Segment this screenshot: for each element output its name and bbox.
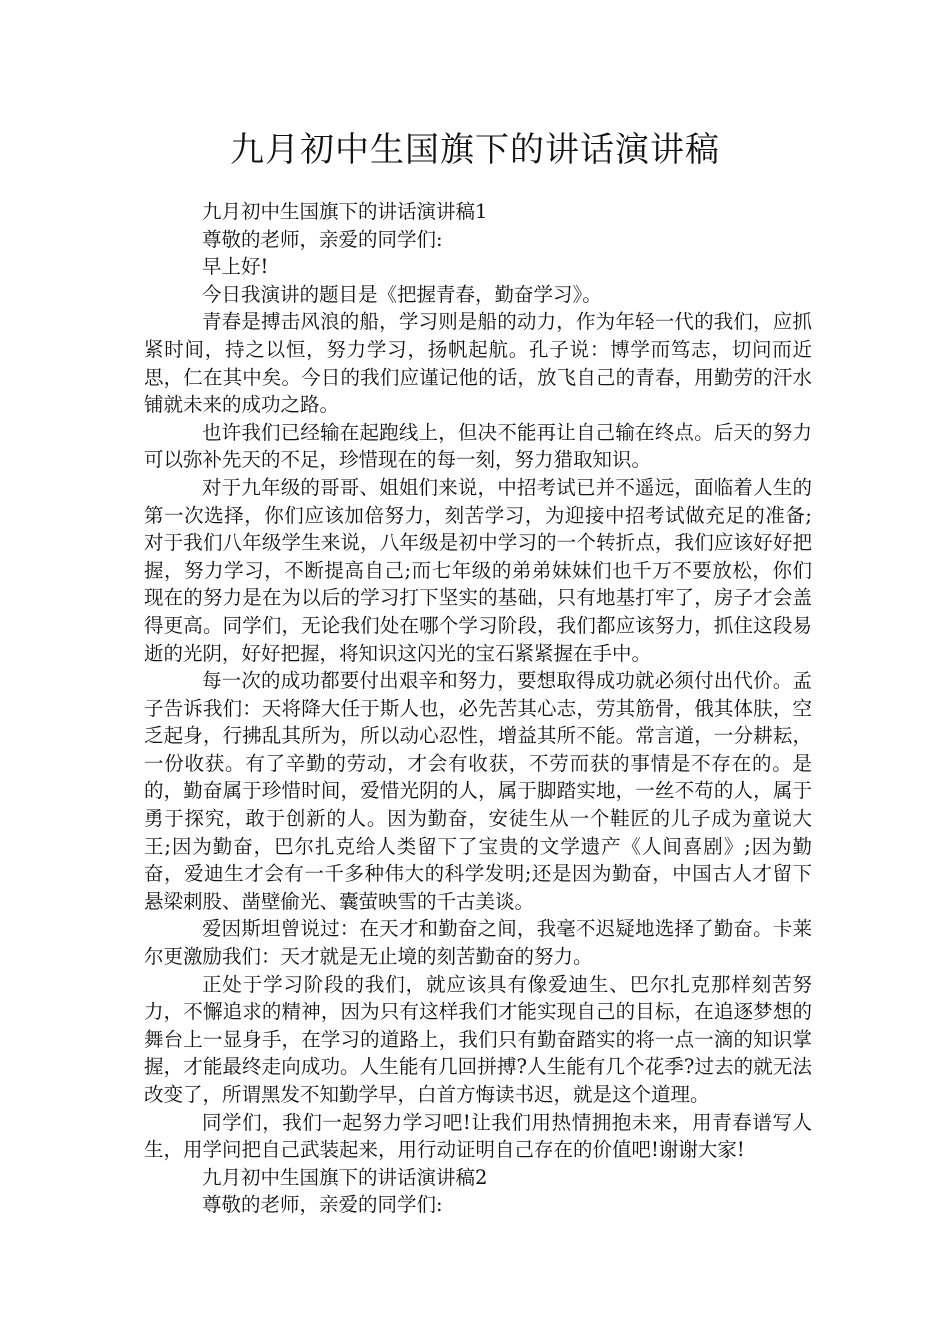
speech-heading-1: 九月初中生国旗下的讲话演讲稿1 (202, 200, 488, 223)
salutation: 尊敬的老师，亲爱的同学们: (202, 1193, 443, 1217)
speech-topic: 今日我演讲的题目是《把握青春，勤奋学习》。 (202, 282, 602, 306)
paragraph: 也许我们已经输在起跑线上，但决不能再让自己输在终点。后天的努力可以弥补先天的不足，珍惜现在的每一刻，努力猎取知识。 (144, 420, 812, 472)
document-title: 九月初中生国旗下的讲话演讲稿 (230, 130, 720, 170)
paragraph: 爱因斯坦曾说过：在天才和勤奋之间，我毫不迟疑地选择了勤奋。卡莱尔更激励我们：天才就是无止境的刻苦勤奋的努力。 (144, 917, 812, 969)
paragraph: 青春是搏击风浪的船，学习则是船的动力，作为年轻一代的我们，应抓紧时间，持之以恒，努力学习，扬帆起航。孔子说：博学而笃志，切问而近思，仁在其中矣。今日的我们应谨记他的话，放飞自己的青春，用勤劳的汗水铺就未来的成功之路。 (144, 310, 812, 417)
paragraph: 每一次的成功都要付出艰辛和努力，要想取得成功就必须付出代价。孟子告诉我们：天将降大任于斯人也，必先苦其心志，劳其筋骨，俄其体肤，空乏起身，行拂乱其所为，所以动心忍性，增益其所不能。常言道，一分耕耘，一份收获。有了辛勤的劳动，才会有收获，不劳而获的事情是不存在的。是的，勤奋属于珍惜时间，爱惜光阴的人，属于脚踏实地，一丝不苟的人，属于勇于探究，敢于创新的人。因为勤奋，安徒生从一个鞋匠的儿子成为童说大王;因为勤奋，巴尔扎克给人类留下了宝贵的文学遗产《人间喜剧》;因为勤奋，爱迪生才会有一千多种伟大的科学发明;还是因为勤奋，中国古人才留下悬梁刺股、凿壁偷光、囊萤映雪的千古美谈。 (144, 669, 812, 913)
document-body (144, 198, 812, 1219)
speech-heading-2: 九月初中生国旗下的讲话演讲稿2 (202, 1165, 488, 1189)
salutation: 尊敬的老师，亲爱的同学们: (202, 227, 443, 251)
paragraph: 正处于学习阶段的我们，就应该具有像爱迪生、巴尔扎克那样刻苦努力，不懈追求的精神，因为只有这样我们才能实现自己的目标，在追逐梦想的舞台上一显身手，在学习的道路上，我们只有勤奋踏实的将一点一滴的知识掌握，才能最终走向成功。人生能有几回拼搏?人生能有几个花季?过去的就无法改变了，所谓黑发不知勤学早，白首方悔读书迟，就是这个道理。 (144, 972, 812, 1106)
greeting: 早上好! (202, 255, 269, 279)
paragraph: 对于九年级的哥哥、姐姐们来说，中招考试已并不遥远，面临着人生的第一次选择，你们应该加倍努力，刻苦学习，为迎接中招考试做充足的准备;对于我们八年级学生来说，八年级是初中学习的一个转折点，我们应该好好把握，努力学习，不断提高自己;而七年级的弟弟妹妹们也千万不要放松，你们现在的努力是在为以后的学习打下坚实的基础，只有地基打牢了，房子才会盖得更高。同学们，无论我们处在哪个学习阶段，我们都应该努力，抓住这段易逝的光阴，好好把握，将知识这闪光的宝石紧紧握在手中。 (144, 475, 812, 665)
closing-paragraph: 同学们，我们一起努力学习吧!让我们用热情拥抱未来，用青春谱写人生，用学问把自己武装起来，用行动证明自己存在的价值吧!谢谢大家! (144, 1110, 812, 1162)
